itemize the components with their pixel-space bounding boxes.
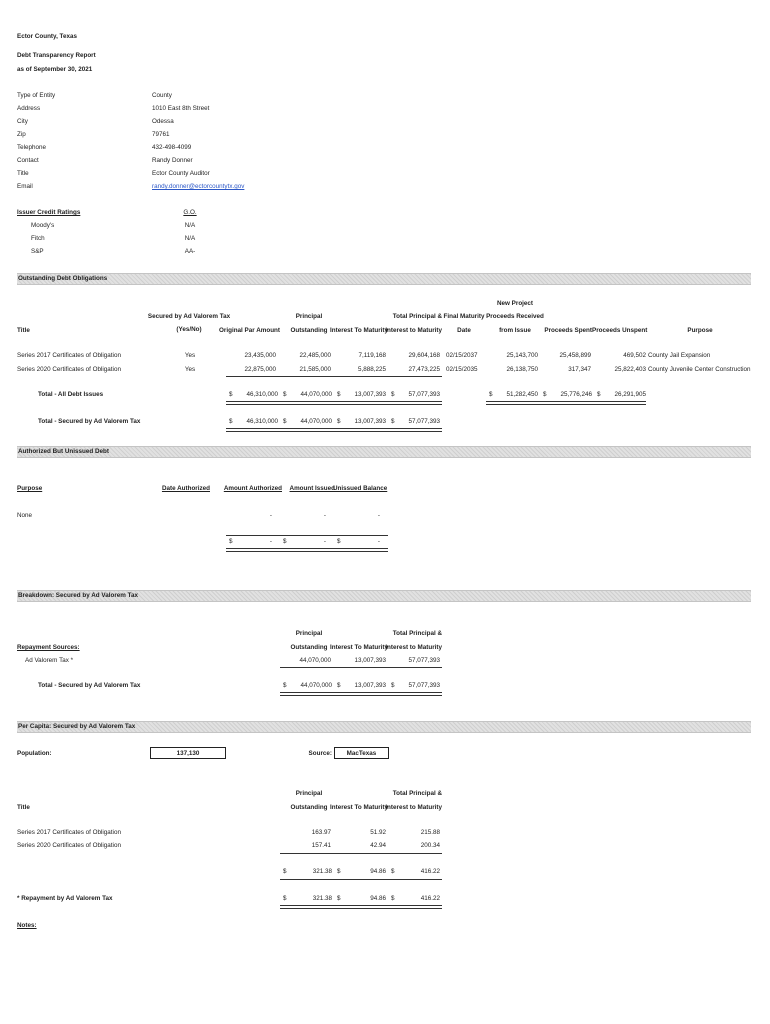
col-header-total: Total Principal & (392, 790, 442, 797)
currency-symbol: $ (337, 895, 341, 902)
info-value: 79761 (152, 131, 170, 138)
debt-title: Series 2020 Certificates of Obligation (17, 366, 121, 373)
interest-value: 7,119,168 (358, 352, 386, 359)
par-value: 23,435,000 (244, 352, 276, 359)
section-title: Authorized But Unissued Debt (18, 448, 109, 455)
spent-value: 317,347 (568, 366, 591, 373)
col-header-amount-issued: Amount Issued (289, 485, 335, 492)
col-header-secured: Secured by Ad Valorem Tax (147, 313, 231, 320)
report-date: as of September 30, 2021 (17, 66, 93, 73)
principal-value: 44,070,000 (299, 657, 331, 664)
info-value: Ector County Auditor (152, 170, 210, 177)
col-header-total-sub: Interest to Maturity (385, 327, 442, 334)
info-label: Type of Entity (17, 92, 56, 99)
info-value: Odessa (152, 118, 174, 125)
currency-symbol: $ (283, 418, 287, 425)
authorized-amount: - (269, 512, 272, 519)
total-double-rule (226, 401, 442, 405)
sum-interest: 94.86 (370, 868, 386, 875)
subtotal-rule (280, 853, 442, 854)
col-header-interest: Interest To Maturity (330, 644, 388, 651)
entity-name: Ector County, Texas (17, 33, 77, 40)
subtotal-rule (226, 535, 388, 536)
col-header-new-proceeds-2: Proceeds Received (486, 313, 544, 320)
go-label: G.O. (183, 209, 197, 216)
col-header-par: Original Par Amount (219, 327, 280, 334)
section-band-authorized (17, 446, 751, 458)
info-label: City (17, 118, 28, 125)
breakdown-total-interest: 13,007,393 (354, 682, 386, 689)
currency-symbol: $ (489, 391, 493, 398)
interest-value: 42.94 (370, 842, 386, 849)
principal-value: 163.97 (311, 829, 331, 836)
principal-value: 157.41 (311, 842, 331, 849)
rating-agency: Moody's (31, 222, 55, 229)
subtotal-rule (280, 667, 442, 668)
col-header-new-proceeds-3: from Issue (499, 327, 531, 334)
total-secured-label: Total - Secured by Ad Valorem Tax (38, 418, 141, 425)
breakdown-total-total: 57,077,393 (408, 682, 440, 689)
total-double-rule (280, 692, 442, 696)
info-label: Telephone (17, 144, 47, 151)
total-double-rule (226, 548, 388, 552)
subtotal-rule (226, 376, 442, 377)
currency-symbol: $ (337, 682, 341, 689)
col-header-total-sub: Interest to Maturity (385, 804, 442, 811)
issued-total: - (323, 538, 326, 545)
unissued-total: - (377, 538, 380, 545)
currency-symbol: $ (283, 682, 287, 689)
rating-value: AA- (184, 248, 196, 255)
total-spent: 25,776,246 (560, 391, 592, 398)
col-header-date-authorized: Date Authorized (161, 485, 210, 492)
authorized-total: - (269, 538, 272, 545)
currency-symbol: $ (283, 391, 287, 398)
secured-value: Yes (184, 352, 196, 359)
principal-value: 22,485,000 (299, 352, 331, 359)
par-value: 22,875,000 (244, 366, 276, 373)
repay-total: 416.22 (420, 895, 440, 902)
source-value: MacTexas (346, 749, 377, 757)
repay-principal: 321.38 (312, 895, 332, 902)
unissued-amount: - (377, 512, 380, 519)
col-header-interest: Interest To Maturity (330, 327, 388, 334)
total-value: 57,077,393 (408, 657, 440, 664)
secured-principal: 44,070,000 (300, 418, 332, 425)
col-header-maturity: Final Maturity (443, 313, 485, 320)
section-title: Per Capita: Secured by Ad Valorem Tax (18, 723, 136, 730)
report-title: Debt Transparency Report (17, 52, 96, 59)
col-header-principal: Principal (295, 313, 323, 320)
repay-label: * Repayment by Ad Valorem Tax (17, 895, 113, 902)
purpose-value: County Jail Expansion (648, 352, 711, 359)
col-header-maturity-sub: Date (457, 327, 471, 334)
issued-amount: - (323, 512, 326, 519)
col-header-title: Title (17, 804, 30, 811)
rating-value: N/A (184, 222, 196, 229)
section-band-per-capita (17, 721, 751, 733)
col-header-purpose: Purpose (17, 485, 43, 492)
rating-value: N/A (184, 235, 196, 242)
info-value: 1010 East 8th Street (152, 105, 210, 112)
currency-symbol: $ (337, 538, 341, 545)
authorized-purpose: None (17, 512, 33, 519)
currency-symbol: $ (283, 868, 287, 875)
population-box (150, 747, 226, 759)
col-header-title: Title (17, 327, 30, 334)
interest-value: 51.92 (370, 829, 386, 836)
source-box (334, 747, 389, 759)
section-title: Breakdown: Secured by Ad Valorem Tax (18, 592, 139, 599)
info-value: County (152, 92, 172, 99)
currency-symbol: $ (391, 682, 395, 689)
currency-symbol: $ (391, 895, 395, 902)
total-value: 27,473,225 (408, 366, 440, 373)
currency-symbol: $ (391, 391, 395, 398)
notes-label: Notes: (17, 922, 37, 929)
col-header-unspent: Proceeds Unspent (592, 327, 648, 334)
currency-symbol: $ (229, 391, 233, 398)
col-header-interest: Interest To Maturity (330, 804, 388, 811)
debt-title: Series 2017 Certificates of Obligation (17, 829, 121, 836)
email-link[interactable]: randy.donner@ectorcountytx.gov (152, 183, 245, 190)
total-unspent: 26,291,905 (614, 391, 646, 398)
total-value: 200.34 (420, 842, 440, 849)
repay-interest: 94.86 (370, 895, 386, 902)
total-double-rule (280, 905, 442, 909)
currency-symbol: $ (337, 868, 341, 875)
info-value: 432-498-4099 (152, 144, 192, 151)
population-value: 137,130 (176, 749, 200, 757)
secured-total: 57,077,393 (408, 418, 440, 425)
sum-total: 416.22 (420, 868, 440, 875)
total-value: 215.88 (420, 829, 440, 836)
col-header-secured-sub: (Yes/No) (176, 326, 202, 333)
spent-value: 25,458,899 (559, 352, 591, 359)
rating-agency: S&P (31, 248, 44, 255)
rating-agency: Fitch (31, 235, 45, 242)
info-value: Randy Donner (152, 157, 193, 164)
section-band-breakdown (17, 590, 751, 602)
secured-par: 46,310,000 (246, 418, 278, 425)
col-header-principal-sub: Outstanding (290, 804, 328, 811)
col-header-principal-sub: Outstanding (290, 644, 328, 651)
total-total: 57,077,393 (408, 391, 440, 398)
source-label: Source: (308, 750, 332, 757)
currency-symbol: $ (229, 538, 233, 545)
total-interest: 13,007,393 (354, 391, 386, 398)
info-label: Email (17, 183, 33, 190)
currency-symbol: $ (229, 418, 233, 425)
population-label: Population: (17, 750, 52, 757)
col-header-amount-authorized: Amount Authorized (223, 485, 282, 492)
currency-symbol: $ (283, 895, 287, 902)
interest-value: 13,007,393 (354, 657, 386, 664)
col-header-unissued: Unissued Balance (333, 485, 388, 492)
repayment-sources-label: Repayment Sources: (17, 644, 80, 651)
info-label: Address (17, 105, 41, 112)
sum-principal: 321.38 (312, 868, 332, 875)
debt-title: Series 2017 Certificates of Obligation (17, 352, 121, 359)
maturity-date: 02/15/2035 (446, 366, 478, 373)
col-header-total: Total Principal & (392, 630, 442, 637)
interest-value: 5,888,225 (357, 366, 386, 373)
col-header-principal: Principal (295, 790, 323, 797)
proceeds-value: 25,143,700 (506, 352, 538, 359)
principal-value: 21,585,000 (299, 366, 331, 373)
currency-symbol: $ (597, 391, 601, 398)
total-double-rule (486, 401, 646, 405)
col-header-principal-sub: Outstanding (290, 327, 328, 334)
unspent-value: 469,502 (623, 352, 646, 359)
section-band-outstanding (17, 273, 751, 285)
info-label: Contact (17, 157, 39, 164)
total-par: 46,310,000 (246, 391, 278, 398)
currency-symbol: $ (391, 418, 395, 425)
currency-symbol: $ (337, 391, 341, 398)
proceeds-value: 26,138,750 (506, 366, 538, 373)
repayment-source: Ad Valorem Tax * (25, 657, 74, 664)
col-header-spent: Proceeds Spent (544, 327, 592, 334)
total-principal: 44,070,000 (300, 391, 332, 398)
currency-symbol: $ (543, 391, 547, 398)
col-header-total: Total Principal & (392, 313, 442, 320)
total-proceeds: 51,282,450 (506, 391, 538, 398)
debt-title: Series 2020 Certificates of Obligation (17, 842, 121, 849)
currency-symbol: $ (391, 868, 395, 875)
section-title: Outstanding Debt Obligations (18, 275, 108, 282)
total-value: 29,604,168 (408, 352, 440, 359)
maturity-date: 02/15/2037 (446, 352, 478, 359)
col-header-total-sub: Interest to Maturity (385, 644, 442, 651)
purpose-value: County Juvenile Center Construction (648, 366, 751, 373)
total-double-rule (226, 428, 442, 432)
breakdown-total-label: Total - Secured by Ad Valorem Tax (38, 682, 141, 689)
total-all-label: Total - All Debt Issues (38, 391, 104, 398)
currency-symbol: $ (283, 538, 287, 545)
currency-symbol: $ (337, 418, 341, 425)
breakdown-total-principal: 44,070,000 (300, 682, 332, 689)
info-label: Title (17, 170, 29, 177)
unspent-value: 25,822,403 (614, 366, 646, 373)
secured-interest: 13,007,393 (354, 418, 386, 425)
col-header-new-proceeds: New Project (496, 300, 534, 307)
col-header-purpose: Purpose (687, 327, 713, 334)
secured-value: Yes (184, 366, 196, 373)
ratings-heading: Issuer Credit Ratings (17, 209, 81, 216)
subtotal-rule (280, 879, 442, 880)
info-label: Zip (17, 131, 26, 138)
col-header-principal: Principal (295, 630, 323, 637)
